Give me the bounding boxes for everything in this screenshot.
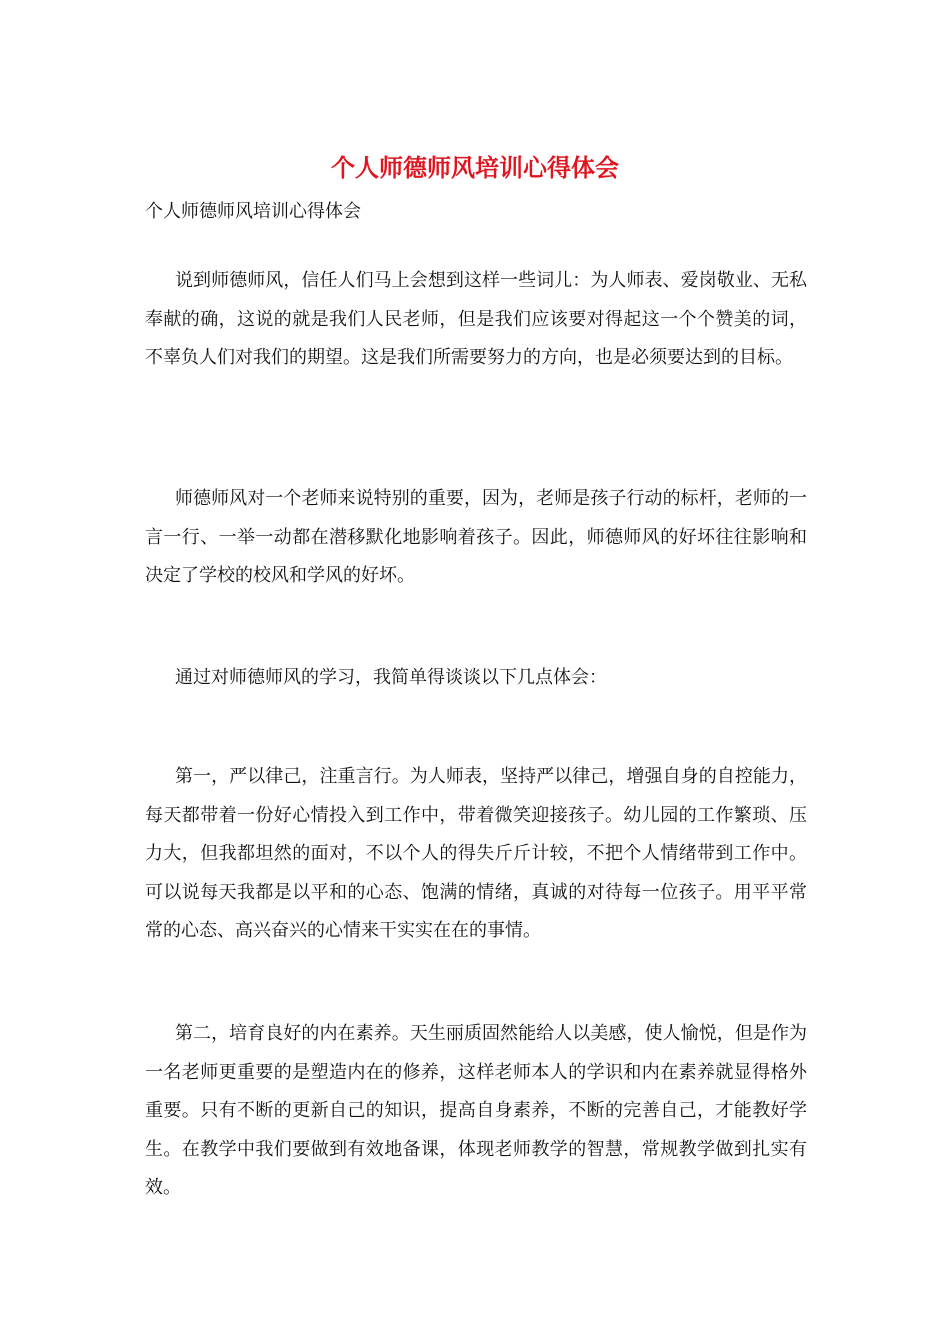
paragraph-lead-in: 通过对师德师风的学习，我简单得谈谈以下几点体会： bbox=[175, 667, 607, 688]
paragraph-point-two: 第二，培育良好的内在素养。天生丽质固然能给人以美感，使人愉悦，但是作为一名老师更重要的是塑造内在的修养，这样老师本人的学识和内在素养就显得格外重要。只有不断的更新自己的知识，提高自身素养，不断的完善自己，才能教好学生。在教学中我们要做到有效地备课，体现老师教学的智慧，常规教学做到扎实有效。 bbox=[145, 1023, 807, 1198]
paragraph-point-one: 第一，严以律己，注重言行。为人师表，坚持严以律己，增强自身的自控能力，每天都带着一份好心情投入到工作中，带着微笑迎接孩子。幼儿园的工作繁琐、压力大，但我都坦然的面对，不以个人的得失斤斤计较，不把个人情绪带到工作中。可以说每天我都是以平和的心态、饱满的情绪，真诚的对待每一位孩子。用平平常常的心态、高兴奋兴的心情来干实实在在的事情。 bbox=[145, 766, 807, 941]
paragraph-importance: 师德师风对一个老师来说特别的重要，因为，老师是孩子行动的标杆，老师的一言一行、一举一动都在潜移默化地影响着孩子。因此，师德师风的好坏往往影响和决定了学校的校风和学风的好坏。 bbox=[145, 488, 807, 586]
document-subtitle: 个人师德师风培训心得体会 bbox=[145, 201, 361, 222]
document-title: 个人师德师风培训心得体会 bbox=[331, 153, 619, 182]
paragraph-intro: 说到师德师风，信任人们马上会想到这样一些词儿：为人师表、爱岗敬业、无私奉献的确，这说的就是我们人民老师，但是我们应该要对得起这一个个赞美的词，不辜负人们对我们的期望。这是我们所需要努力的方向，也是必须要达到的目标。 bbox=[145, 270, 807, 368]
